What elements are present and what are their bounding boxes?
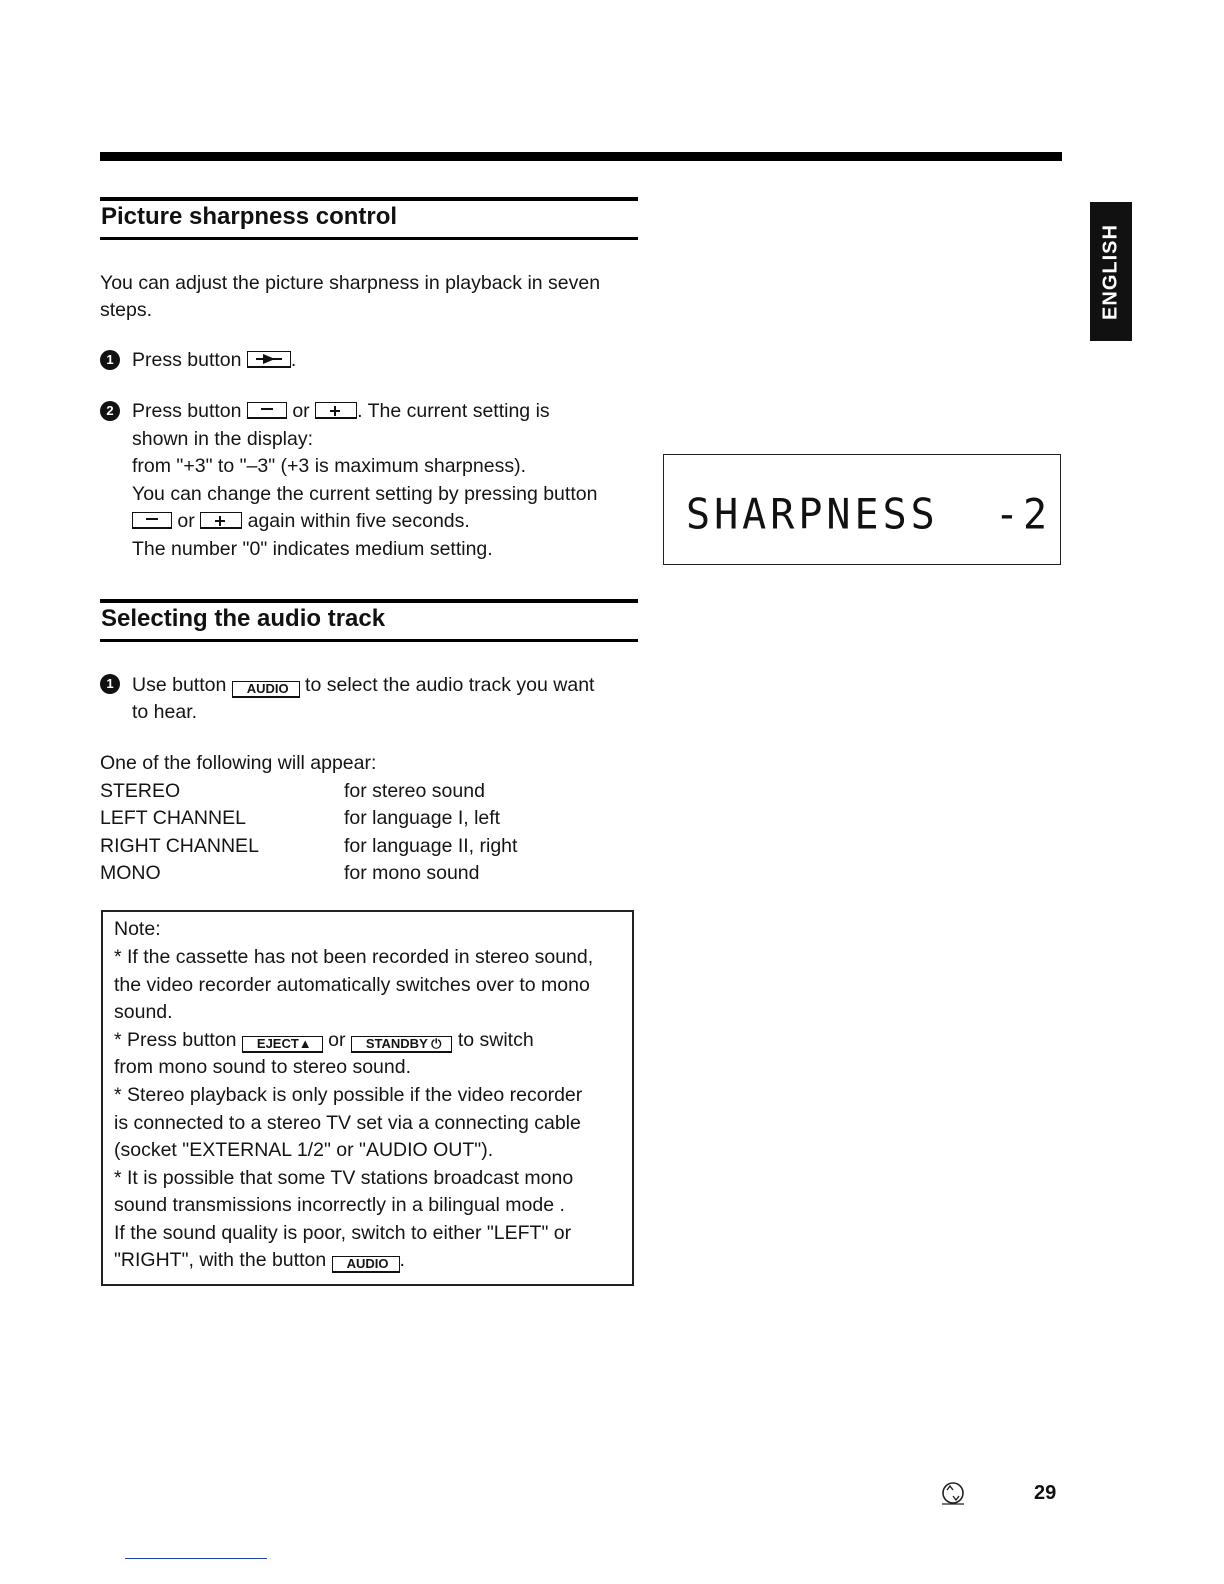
minus-icon	[261, 408, 273, 410]
audio-step1-a: Use button	[132, 674, 227, 696]
note-line4	[114, 1027, 534, 1055]
option-label-mono: MONO	[100, 862, 161, 884]
note-line9: * It is possible that some TV stations broadcast mono	[114, 1167, 574, 1189]
sharpness-step2-line6: The number "0" indicates medium setting.	[132, 538, 493, 560]
standby-button-key	[351, 1036, 453, 1053]
footer-line	[125, 1558, 267, 1559]
plus-button-key	[315, 402, 357, 419]
sharpness-intro-line1: You can adjust the picture sharpness in playback in seven	[100, 272, 601, 294]
note-line10: sound transmissions incorrectly in a bilingual mode .	[114, 1194, 565, 1216]
section-rule-bottom	[100, 237, 638, 240]
audio-step-1-bullet: 1	[100, 674, 120, 694]
sharpness-intro-line2: steps.	[100, 299, 153, 321]
play-icon	[263, 354, 275, 364]
language-tab-label: ENGLISH	[1099, 223, 1122, 320]
or-text: or	[328, 1029, 346, 1051]
audio-key-label: AUDIO	[346, 1256, 389, 1271]
display-readout: SHARPNESS -2	[686, 490, 1052, 540]
audio-section	[100, 599, 638, 899]
note-line8: (socket "EXTERNAL 1/2" or "AUDIO OUT").	[114, 1139, 494, 1161]
option-desc-stereo: for stereo sound	[344, 780, 485, 802]
option-desc-mono: for mono sound	[344, 862, 480, 884]
note-title: Note:	[114, 918, 161, 940]
section-rule-top	[100, 197, 638, 201]
sharpness-step2-line1	[132, 398, 550, 426]
sharpness-step2-line5	[132, 508, 470, 536]
audio-title: Selecting the audio track	[101, 605, 386, 632]
note-line11: If the sound quality is poor, switch to either "LEFT" or	[114, 1222, 572, 1244]
step2-text-b: . The current setting is	[357, 400, 550, 422]
top-rule	[100, 152, 1062, 161]
note-line6: * Stereo playback is only possible if the video recorder	[114, 1084, 583, 1106]
audio-step1-line1	[132, 672, 594, 700]
note-line7: is connected to a stereo TV set via a connecting cable	[114, 1112, 581, 1134]
plus-button-key	[200, 512, 242, 529]
option-label-stereo: STEREO	[100, 780, 181, 802]
audio-step1-b: to select the audio track you want	[305, 674, 595, 696]
standby-key-label: STANDBY ⏻	[365, 1036, 442, 1051]
note-line12-b: .	[399, 1249, 405, 1271]
option-desc-left: for language I, left	[344, 807, 501, 829]
minus-button-key	[247, 402, 287, 419]
note-box	[101, 910, 634, 1286]
sharpness-section	[100, 197, 638, 577]
recycle-icon	[938, 1478, 968, 1508]
step2-text-a: Press button	[132, 400, 242, 422]
note-line12	[114, 1247, 405, 1275]
note-line12-a: "RIGHT", with the button	[114, 1249, 327, 1271]
section-rule-bottom	[100, 639, 638, 642]
audio-step1-line2: to hear.	[132, 701, 198, 723]
audio-appear-text: One of the following will appear:	[100, 752, 377, 774]
step2-line5-end: again within five seconds.	[247, 510, 470, 532]
option-label-right: RIGHT CHANNEL	[100, 835, 259, 857]
note-line2: the video recorder automatically switches over to mono	[114, 974, 590, 996]
sharpness-step2-line3: from "+3" to "–3" (+3 is maximum sharpness).	[132, 455, 526, 477]
step1-text: Press button	[132, 349, 242, 371]
minus-button-key	[132, 512, 172, 529]
audio-key-label: AUDIO	[246, 681, 289, 696]
sharpness-step2-line2: shown in the display:	[132, 428, 314, 450]
language-tab	[1090, 202, 1132, 341]
sharpness-step1	[132, 347, 296, 375]
eject-button-key	[242, 1036, 323, 1053]
note-line1: * If the cassette has not been recorded in stereo sound,	[114, 946, 594, 968]
sharpness-step2-line4: You can change the current setting by pressing button	[132, 483, 598, 505]
step-1-bullet: 1	[100, 350, 120, 370]
note-line5: from mono sound to stereo sound.	[114, 1056, 412, 1078]
option-desc-right: for language II, right	[344, 835, 518, 857]
audio-button-key	[332, 1256, 400, 1273]
note-line3: sound.	[114, 1001, 173, 1023]
sharpness-title: Picture sharpness control	[101, 203, 398, 230]
step1-end: .	[290, 349, 297, 371]
note-line4-b: to switch	[457, 1029, 534, 1051]
option-label-left: LEFT CHANNEL	[100, 807, 246, 829]
sharpness-display	[663, 454, 1061, 565]
step-2-bullet: 2	[100, 401, 120, 421]
play-button-key	[247, 351, 291, 368]
minus-icon	[146, 518, 158, 520]
or-text: or	[177, 510, 195, 532]
audio-button-key	[232, 681, 300, 698]
or-text: or	[292, 400, 310, 422]
eject-key-label: EJECT▲	[256, 1036, 312, 1051]
page-number: 29	[1034, 1482, 1057, 1504]
note-line4-a: * Press button	[114, 1029, 237, 1051]
section-rule-top	[100, 599, 638, 603]
